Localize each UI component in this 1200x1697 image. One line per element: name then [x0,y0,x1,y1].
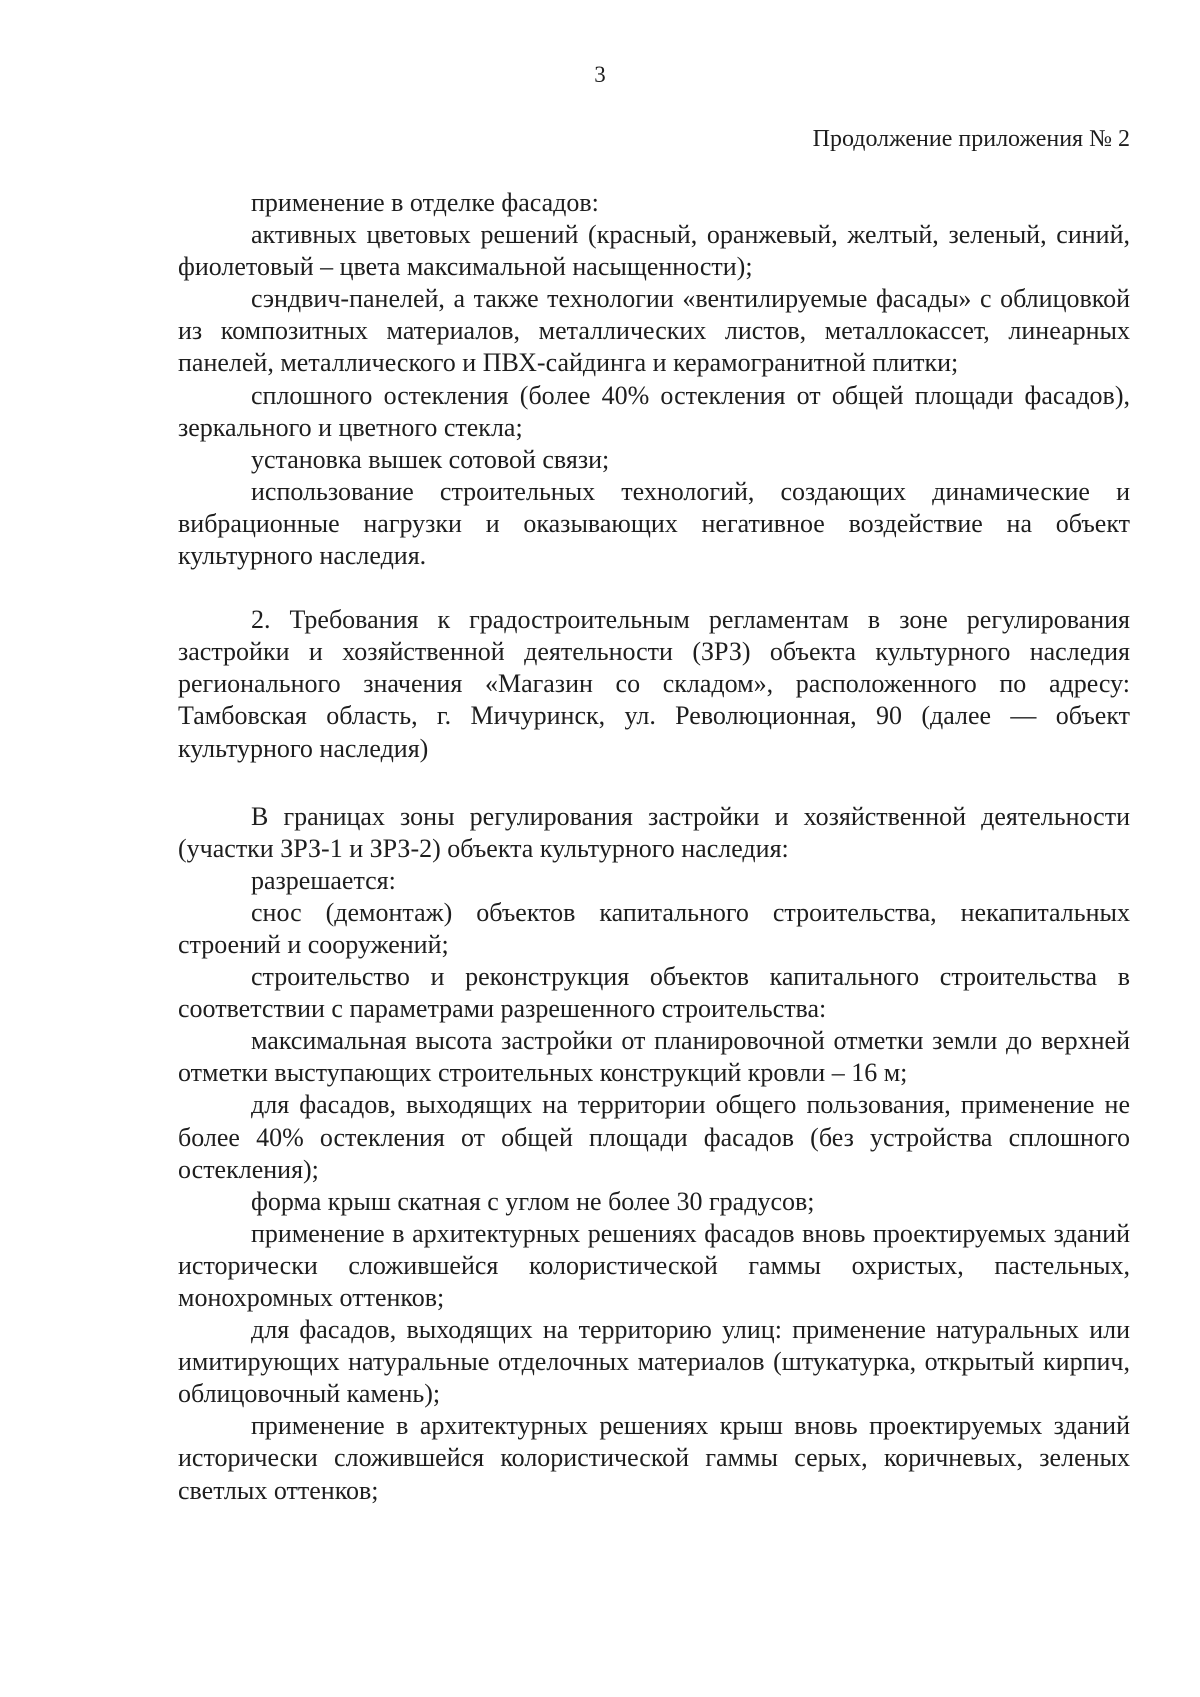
paragraph: для фасадов, выходящих на территорию улиц: применение натуральных или имитирующих натуральные отделочных материалов (штукатурка, открытый кирпич, облицовочный камень); [178,1315,1130,1409]
paragraph: применение в архитектурных решениях фасадов вновь проектируемых зданий исторически сложившейся колористической гаммы охристых, пастельных, монохромных оттенков; [178,1218,1130,1312]
paragraph: использование строительных технологий, создающих динамические и вибрационные нагрузки и оказывающих негативное воздействие на объект культурного наследия. [178,476,1130,571]
paragraph: снос (демонтаж) объектов капитального строительства, некапитальных строений и сооружений; [178,897,1130,959]
paragraph: строительство и реконструкция объектов капитального строительства в соответствии с параметрами разрешенного строительства: [178,962,1130,1024]
paragraph: сплошного остекления (более 40% остекления от общей площади фасадов), зеркального и цветного стекла; [178,380,1130,442]
paragraph: для фасадов, выходящих на территории общего пользования, применение не более 40% остекления от общей площади фасадов (без устройства сплошного остекления); [178,1090,1130,1184]
paragraph: применение в архитектурных решениях крыш вновь проектируемых зданий исторически сложившейся колористической гаммы серых, коричневых, зеленых светлых оттенков; [178,1411,1130,1505]
paragraph: сэндвич-панелей, а также технологии «вентилируемые фасады» с облицовкой из композитных материалов, металлических листов, металлокассет, линеарных панелей, металлического и ПВХ-сайдинга и керамогранитной плитки; [178,284,1130,378]
paragraph: активных цветовых решений (красный, оранжевый, желтый, зеленый, синий, фиолетовый – цвета максимальной насыщенности); [178,220,1130,282]
paragraph: максимальная высота застройки от планировочной отметки земли до верхней отметки выступающих строительных конструкций кровли – 16 м; [178,1026,1130,1088]
paragraph: разрешается: [251,865,396,895]
section-heading: 2. Требования к градостроительным регламентам в зоне регулирования застройки и хозяйственной деятельности (ЗРЗ) объекта культурного наследия регионального значения «Магазин со складом», расположенного по адресу: Тамбовская область, г. Мичуринск, ул. Революционная, 90 (далее — объект культурного наследия) [178,605,1130,763]
paragraph: форма крыш скатная с углом не более 30 градусов; [251,1186,815,1216]
paragraph: В границах зоны регулирования застройки и хозяйственной деятельности (участки ЗРЗ-1 и ЗРЗ-2) объекта культурного наследия: [178,801,1130,863]
paragraph: применение в отделке фасадов: [251,188,599,217]
paragraph: установка вышек сотовой связи; [251,444,610,474]
document-body [178,187,1130,1507]
appendix-continuation-header: Продолжение приложения № 2 [812,126,1130,152]
page-number: 3 [594,62,606,87]
